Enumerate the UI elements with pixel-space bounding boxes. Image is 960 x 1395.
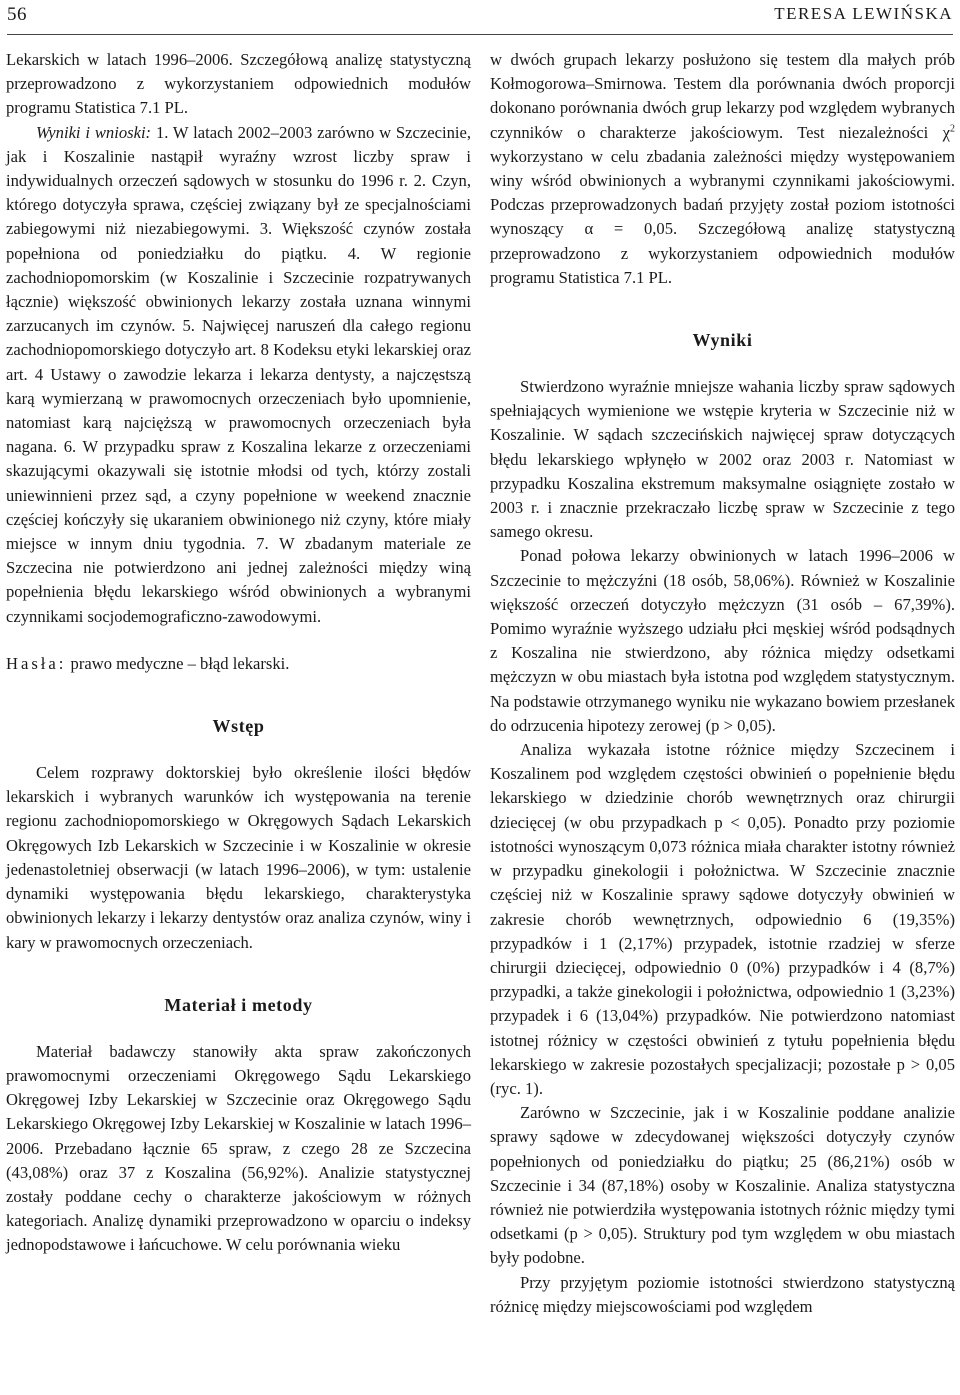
page-number: 56	[7, 4, 27, 25]
heading-results: Wyniki	[692, 330, 753, 351]
keywords-text: prawo medyczne – błąd lekarski.	[66, 653, 290, 673]
results-label: Wyniki i wnioski:	[36, 122, 152, 142]
keywords	[6, 652, 471, 676]
results-paragraph-2: Ponad połowa lekarzy obwinionych w latach 1996–2006 w Szczecinie to mężczyźni (18 osób, 58,06%). Również w Koszalinie większość orzeczeń dotyczyło mężczyzn (31 osób – 67,39%). Pomimo wyraźnie wyższego udziału płci męskiej wśród podsądnych z Koszalina nie stwierdzono, aby różnica między odsetkami mężczyzn w obu miastach była istotna pod względem statystycznym. Na podstawie otrzymanego wyniku nie wykazano bowiem przesłanek do odrzucenia hipotezy zerowej (p > 0,05).	[490, 546, 955, 735]
abstract-results	[6, 121, 471, 629]
right-column	[490, 48, 955, 1319]
results-text: 1. W latach 2002–2003 zarówno w Szczecinie, jak i Koszalinie nastąpił wyraźny wzrost liczby spraw i indywidualnych orzeczeń sądowych w stosunku do 1996 r. 2. Czyn, którego dotyczyła sprawa, częściej związany był ze specjalnościami zabiegowymi niż niezabiegowymi. 3. Większość czynów została popełniona od poniedziałku do piątku. 4. W regionie zachodniopomorskim (w Koszalinie i Szczecinie rozpatrywanych łącznie) większość obwinionych lekarzy została uznana winnymi zarzucanych im czynów. 5. Najwięcej naruszeń dla całego regionu zachodniopomorskiego dotyczyło art. 8 Kodeksu etyki lekarskiej oraz art. 4 Ustawy o zawodzie lekarza i lekarza dentysty, a najczęstszą karą wymierzaną w prawomocnych orzeczeniach było upomnienie, natomiast karą najcięższą w prawomocnych orzeczeniach była nagana. 6. W przypadku spraw z Koszalina lekarze z orzeczeniami skazującymi okazywali się istotnie młodsi od tych, którzy zostali uniewinnieni przez sąd, a czyny popełnione w weekend znacznie częściej kończyły się ukaraniem obwinionego niż czyny, które miały miejsce w innym dniu tygodnia. 7. W zbadanym materiale ze Szczecina nie potwierdzono ani jednej zależności między winą popełnienia błędu lekarskiego wśród obwinionych a wybranymi czynnikami socjodemograficzno-zawodowymi.	[6, 122, 472, 626]
introduction-paragraph: Celem rozprawy doktorskiej było określenie ilości błędów lekarskich i wybranych warunków ich występowania na terenie regionu zachodniopomorskiego w Okręgowych Sądach Lekarskich Okręgowych Izb Lekarskich w Szczecinie i w Koszalinie w okresie jedenastoletniej obserwacji (w latach 1996–2006), w tym: ustalenie dynamiki występowania błędu lekarskiego, charakterystyka obwinionych lekarzy i lekarzy dentystów oraz analiza czynów, winy i kary w prawomocnych orzeczeniach.	[6, 763, 471, 952]
keywords-label: Hasła:	[6, 653, 67, 673]
results-paragraph-5: Przy przyjętym poziomie istotności stwierdzono statystyczną różnicę między miejscowościami pod względem	[490, 1272, 955, 1316]
chi-square-superscript: 2	[950, 123, 955, 135]
results-paragraph-3: Analiza wykazała istotne różnice między Szczecinem i Koszalinem pod względem częstości obwinień o popełnienie błędu lekarskiego w dziedzinie chorób wewnętrznych oraz chirurgii dziecięcej (w obu przypadkach p < 0,05). Ponadto przy poziomie istotności wynoszącym 0,073 różnica miała charakter istotny również w przypadku ginekologii i położnictwa. W Szczecinie znacznie częściej niż w Koszalinie sprawy sądowe dotyczyły obwinień w zakresie chorób wewnętrznych, odpowiednio 6 (19,35%) przypadków i 1 (2,17%) przypadek, istotnie rzadziej w sferze chirurgii dziecięcej, odpowiednio 0 (0%) przypadków i 4 (8,7%) przypadki, a także ginekologii i położnictwa, odpowiednio 1 (3,23%) przypadek i 6 (13,04%) przypadków. Nie potwierdzono natomiast istotnej różnicy w częstości obwinień z tytułu popełnienia błędu lekarskiego w zakresie pozostałych specjalizacji; pozostałe p > 0,05 (ryc. 1).	[490, 740, 955, 1098]
abstract-methods-end: Lekarskich w latach 1996–2006. Szczegółową analizę statystyczną przeprowadzono z wykorzystaniem odpowiednich modułów programu Statistica 7.1 PL.	[6, 50, 471, 118]
results-paragraph-4: Zarówno w Szczecinie, jak i w Koszalinie poddane analizie sprawy sądowe w zdecydowanej większości dotyczyły czynów popełnionych od poniedziałku do piątku; 25 (86,21%) osób w Szczecinie i 34 (87,18%) osoby w Koszalinie. Analiza statystyczna również nie potwierdziła występowania istotnych różnic między tymi odsetkami (p > 0,05). Struktury pod tym względem w obu miastach były podobne.	[490, 1103, 955, 1268]
results-paragraph-1: Stwierdzono wyraźnie mniejsze wahania liczby spraw sądowych spełniających wymienione we wstępie kryteria w Szczecinie niż w Koszalinie. W sądach szczecińskich najwięcej spraw dotyczących błędu lekarskiego wpłynęło w 2002 oraz 2003 r. Natomiast w przypadku Koszalina ekstremum maksymalne osiągnięte zostało w 2003 r. i znacznie przekraczało liczbę spraw w Szczecinie z tego samego okresu.	[490, 377, 955, 542]
left-column	[6, 48, 471, 1258]
heading-introduction: Wstęp	[212, 716, 265, 737]
heading-materials-methods: Materiał i metody	[164, 994, 313, 1015]
materials-methods-paragraph: Materiał badawczy stanowiły akta spraw zakończonych prawomocnymi orzeczeniami Okręgowego Sądu Lekarskiego Okręgowej Izby Lekarskiej w Szczecinie oraz Okręgowego Sądu Lekarskiego Okręgowej Izby Lekarskiej w Koszalinie w latach 1996–2006. Przebadano łącznie 65 spraw, z czego 28 ze Szczecina (43,08%) oraz 37 z Koszalina (56,92%). Analizie statystycznej zostały poddane cechy o charakterze jakościowym w różnych kategoriach. Analizę dynamiki przeprowadzono w oparciu o indeksy jednopodstawowe i łańcuchowe. W celu porównania wieku	[6, 1041, 471, 1255]
methods-continued: w dwóch grupach lekarzy posłużono się testem dla małych prób Kołmogorowa–Smirnowa. Testem dla porównania dwóch proporcji dokonano porównania dwóch grup lekarzy pod względem wybranych czynników o charakterze jakościowym. Test niezależności $\chi^2$ wykorzystano w celu zbadania zależności między występowaniem winy wśród obwinionych a wybranymi czynnikami jakościowymi. Podczas przeprowadzonych badań przyjęty został poziom istotności wynoszący α = 0,05. Szczegółową analizę statystyczną przeprowadzono z wykorzystaniem odpowiednich modułów programu Statistica 7.1 PL.	[490, 50, 955, 287]
running-head-author: TERESA LEWIŃSKA	[774, 4, 953, 23]
page-header	[7, 0, 953, 35]
